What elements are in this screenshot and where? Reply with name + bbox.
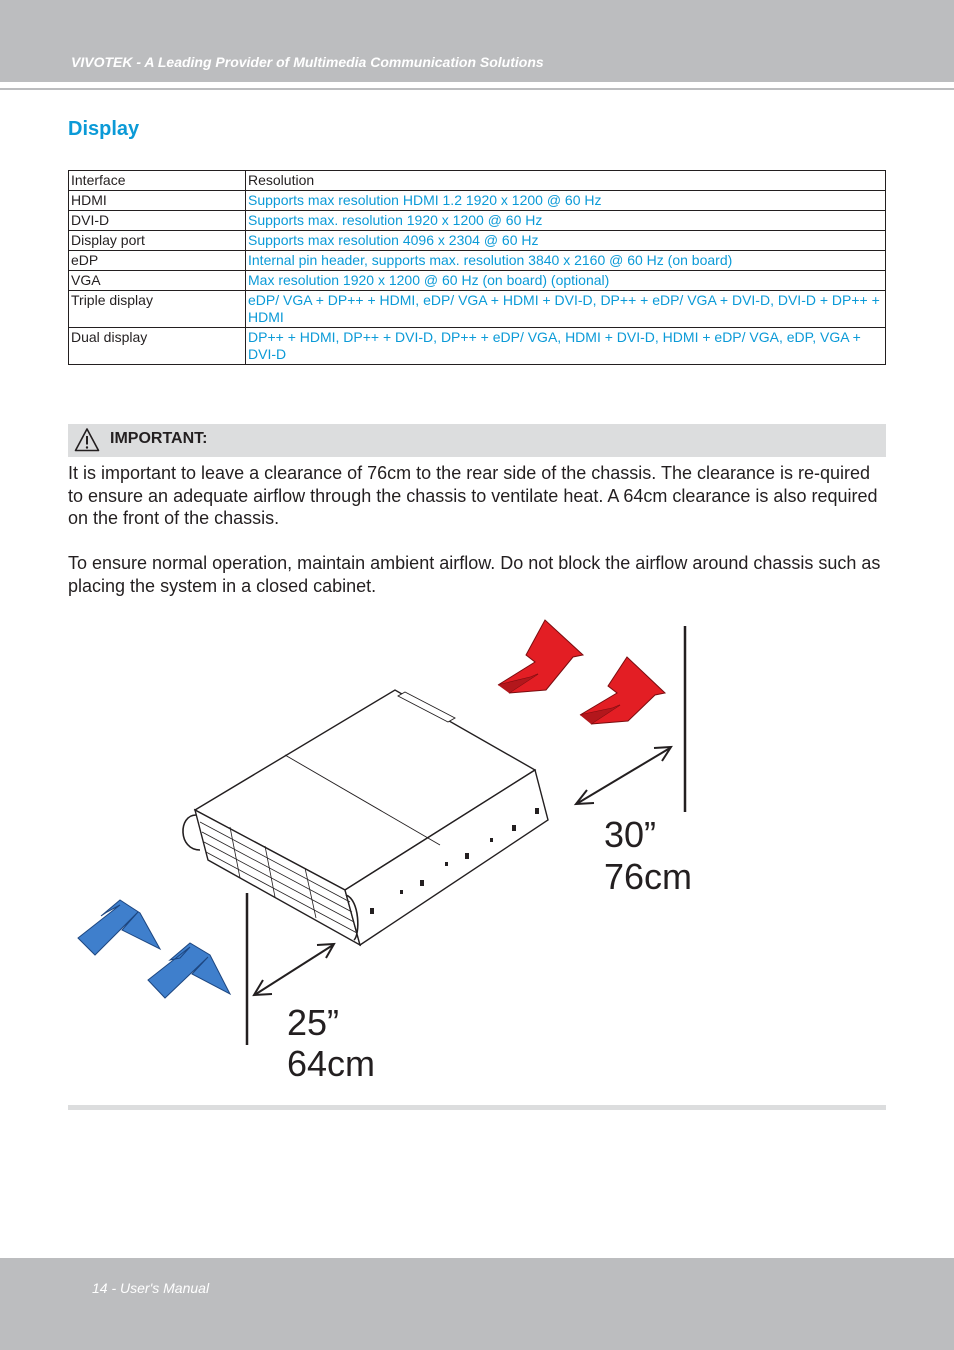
important-label: IMPORTANT:: [110, 430, 208, 447]
inflow-arrow-icon: [148, 943, 230, 998]
chassis-illustration: [183, 690, 548, 945]
warning-triangle-icon: [74, 427, 100, 453]
airflow-paragraph: To ensure normal operation, maintain ambient airflow. Do not block the airflow around chassis such as placing the system in a closed cabinet.: [68, 553, 881, 596]
table-row: [69, 328, 886, 365]
interface-cell: Triple display: [69, 291, 246, 328]
header-divider: [0, 88, 954, 90]
table-row: [69, 271, 886, 291]
resolution-cell: eDP/ VGA + DP++ + HDMI, eDP/ VGA + HDMI + DVI-D, DP++ + eDP/ VGA + DVI-D, DVI-D + DP++ + HDMI: [246, 291, 886, 328]
inflow-arrow-icon: [78, 900, 160, 955]
footer-band: [0, 1258, 954, 1350]
column-header-resolution: Resolution: [246, 171, 886, 191]
resolution-cell: DP++ + HDMI, DP++ + DVI-D, DP++ + eDP/ VGA, HDMI + DVI-D, HDMI + eDP/ VGA, eDP, VGA + DVI-D: [246, 328, 886, 365]
outflow-arrow-icon: [580, 657, 665, 724]
resolution-cell: Max resolution 1920 x 1200 @ 60 Hz (on board) (optional): [246, 271, 886, 291]
resolution-cell: Supports max resolution 4096 x 2304 @ 60 Hz: [246, 231, 886, 251]
display-spec-table: [68, 170, 886, 365]
table-row: [69, 191, 886, 211]
clearance-paragraph: It is important to leave a clearance of 76cm to the rear side of the chassis. The clearance is re-quired to ensure an adequate airflow through the chassis to ventilate heat. A 64cm clearance is also required on the front of the chassis.: [68, 463, 878, 528]
outflow-arrow-icon: [498, 620, 583, 693]
table-header-row: [69, 171, 886, 191]
section-title: Display: [68, 118, 140, 140]
table-row: [69, 211, 886, 231]
interface-cell: DVI-D: [69, 211, 246, 231]
resolution-cell: Supports max resolution HDMI 1.2 1920 x 1200 @ 60 Hz: [246, 191, 886, 211]
rear-clearance-cm: 76cm: [604, 856, 693, 897]
interface-cell: Dual display: [69, 328, 246, 365]
front-clearance-cm: 64cm: [287, 1043, 376, 1084]
resolution-cell: Internal pin header, supports max. resolution 3840 x 2160 @ 60 Hz (on board): [246, 251, 886, 271]
column-header-interface: Interface: [69, 171, 246, 191]
interface-cell: eDP: [69, 251, 246, 271]
interface-cell: VGA: [69, 271, 246, 291]
clearance-diagram: [60, 600, 780, 1100]
header-title: VIVOTEK - A Leading Provider of Multimedia Communication Solutions: [71, 54, 544, 70]
section-divider: [68, 1105, 886, 1110]
table-row: [69, 231, 886, 251]
front-dimension-arrow: [254, 944, 334, 995]
front-clearance-inches: 25”: [287, 1002, 340, 1043]
footer-page-label: 14 - User's Manual: [92, 1280, 210, 1296]
interface-cell: Display port: [69, 231, 246, 251]
rear-dimension-arrow: [576, 747, 671, 804]
table-row: [69, 251, 886, 271]
rear-clearance-inches: 30”: [604, 814, 657, 855]
interface-cell: HDMI: [69, 191, 246, 211]
resolution-cell: Supports max. resolution 1920 x 1200 @ 60 Hz: [246, 211, 886, 231]
table-row: [69, 291, 886, 328]
